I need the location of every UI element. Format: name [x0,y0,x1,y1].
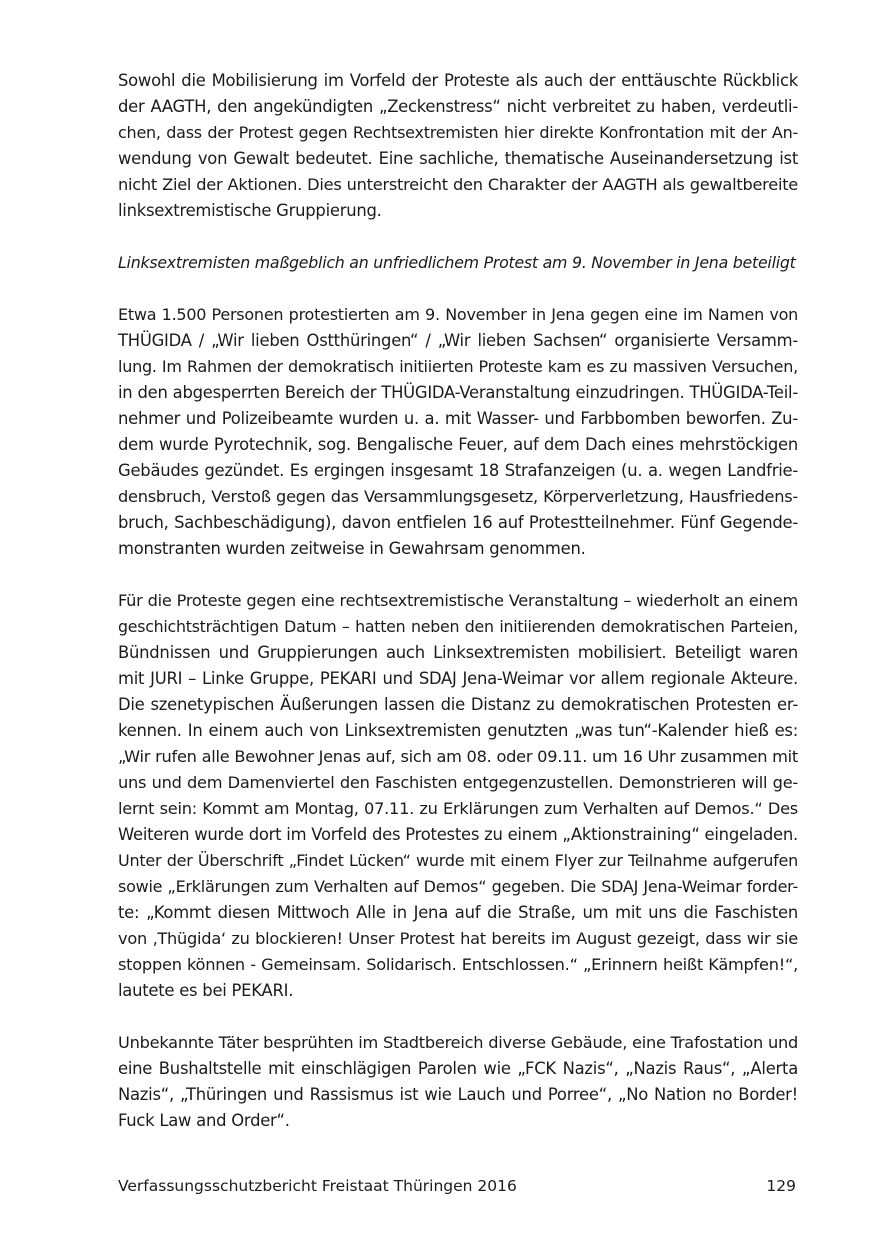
text-line: linksextremistische Gruppierung. [118,201,382,220]
text-line: Bündnissen und Gruppierungen auch Linksextremisten mobilisiert. Beteiligt waren [118,643,798,662]
text-line: Die szenetypischen Äußerungen lassen die Distanz zu demokratischen Protesten er- [118,695,798,714]
text-line: stoppen können - Gemeinsam. Solidarisch. Entschlossen.“ „Erinnern heißt Kämpfen!“, [118,955,798,974]
text-line: lautete es bei PEKARI. [118,981,294,1000]
text-line: mit JURI – Linke Gruppe, PEKARI und SDAJ Jena-Weimar vor allem regionale Akteure. [118,669,798,688]
text-line: Weiteren wurde dort im Vorfeld des Protestes zu einem „Aktionstraining“ eingeladen. [118,825,798,844]
text-line: lernt sein: Kommt am Montag, 07.11. zu Erklärungen zum Verhalten auf Demos.“ Des [118,799,798,818]
text-line: nicht Ziel der Aktionen. Dies unterstreicht den Charakter der AAGTH als gewaltbereite [118,175,798,194]
text-line: von ‚Thügida‘ zu blockieren! Unser Protest hat bereits im August gezeigt, dass wir sie [118,929,798,948]
text-line: kennen. In einem auch von Linksextremisten genutzten „was tun“-Kalender hieß es: [118,721,798,740]
page-footer [118,1174,798,1198]
text-line: uns und dem Damenviertel den Faschisten entgegenzustellen. Demonstrieren will ge- [118,773,798,792]
text-line: Unbekannte Täter besprühten im Stadtbereich diverse Gebäude, eine Trafostation und [118,1033,798,1052]
text-line: bruch, Sachbeschädigung), davon entfielen 16 auf Protestteilnehmer. Fünf Gegende- [118,513,798,532]
text-line: sowie „Erklärungen zum Verhalten auf Demos“ gegeben. Die SDAJ Jena-Weimar forder- [118,877,798,896]
text-line: Gebäudes gezündet. Es ergingen insgesamt 18 Strafanzeigen (u. a. wegen Landfrie- [118,461,798,480]
text-line: Fuck Law and Order“. [118,1111,290,1130]
footer-title: Verfassungsschutzbericht Freistaat Thüringen 2016 [118,1177,517,1195]
text-line: densbruch, Verstoß gegen das Versammlungsgesetz, Körperverletzung, Hausfriedens- [118,487,798,506]
text-line: monstranten wurden zeitweise in Gewahrsam genommen. [118,539,586,558]
paragraph [118,302,798,562]
text-line: Unter der Überschrift „Findet Lücken“ wurde mit einem Flyer zur Teilnahme aufgerufen [118,851,798,870]
text-line: THÜGIDA / „Wir lieben Ostthüringen“ / „Wir lieben Sachsen“ organisierte Versamm- [118,331,798,350]
page-body [118,68,798,1160]
text-line: eine Bushaltstelle mit einschlägigen Parolen wie „FCK Nazis“, „Nazis Raus“, „Alerta [118,1059,798,1078]
paragraph [118,588,798,1004]
text-line: Etwa 1.500 Personen protestierten am 9. November in Jena gegen eine im Namen von [118,305,798,324]
text-line: Für die Proteste gegen eine rechtsextremistische Veranstaltung – wiederholt an einem [118,591,798,610]
text-line: der AAGTH, den angekündigten „Zeckenstress“ nicht verbreitet zu haben, verdeutli- [118,97,798,116]
text-line: nehmer und Polizeibeamte wurden u. a. mit Wasser- und Farbbomben beworfen. Zu- [118,409,798,428]
text-line: dem wurde Pyrotechnik, sog. Bengalische Feuer, auf dem Dach eines mehrstöckigen [118,435,798,454]
text-line: Nazis“, „Thüringen und Rassismus ist wie Lauch und Porree“, „No Nation no Border! [118,1085,798,1104]
paragraph [118,1030,798,1134]
paragraph [118,68,798,224]
text-line: te: „Kommt diesen Mittwoch Alle in Jena auf die Straße, um mit uns die Faschisten [118,903,798,922]
page-number: 129 [766,1177,796,1195]
text-line: geschichtsträchtigen Datum – hatten neben den initiierenden demokratischen Parteien, [118,617,798,636]
text-line: Linksextremisten maßgeblich an unfriedlichem Protest am 9. November in Jena beteiligt [118,253,796,272]
text-line: lung. Im Rahmen der demokratisch initiierten Proteste kam es zu massiven Versuchen, [118,357,798,376]
text-line: chen, dass der Protest gegen Rechtsextremisten hier direkte Konfrontation mit der An- [118,123,798,142]
section-heading [118,250,798,276]
text-line: wendung von Gewalt bedeutet. Eine sachliche, thematische Auseinandersetzung ist [118,149,798,168]
text-line: Sowohl die Mobilisierung im Vorfeld der Proteste als auch der enttäuschte Rückblick [118,71,798,90]
text-line: in den abgesperrten Bereich der THÜGIDA-Veranstaltung einzudringen. THÜGIDA-Teil- [118,383,798,402]
text-line: „Wir rufen alle Bewohner Jenas auf, sich am 08. oder 09.11. um 16 Uhr zusammen mit [118,747,798,766]
